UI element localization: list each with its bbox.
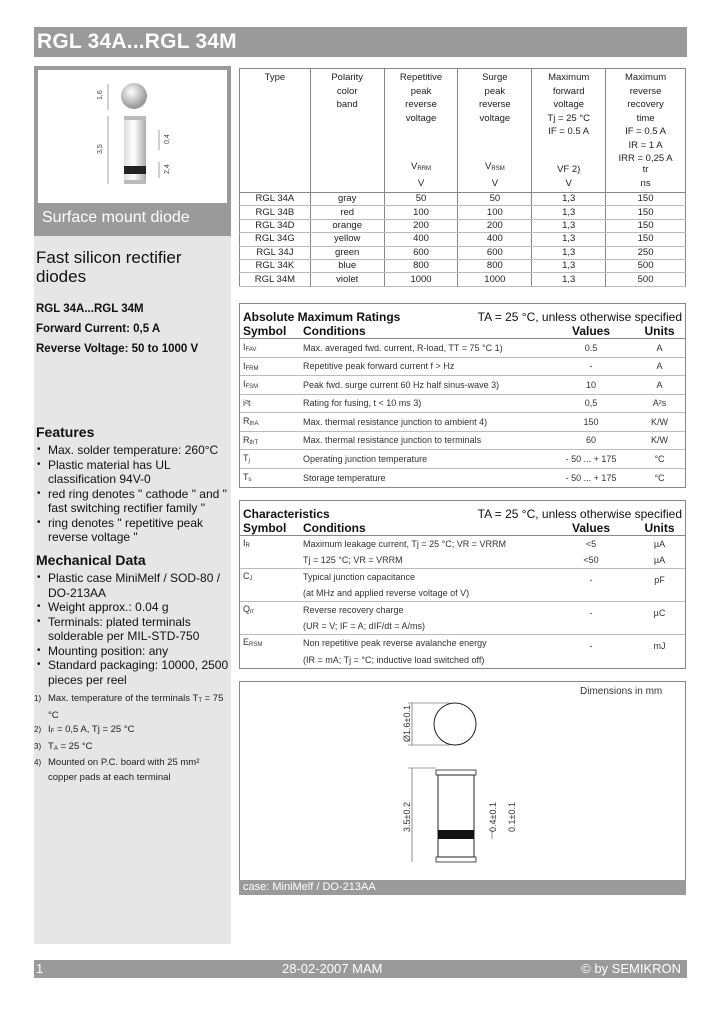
dim-label: 0.4±0.1 [488, 802, 498, 832]
table-cell: RGL 34M [240, 273, 311, 286]
table-cell: 100 [458, 206, 532, 219]
table-cell: 200 [458, 219, 532, 232]
table-row [240, 259, 686, 272]
table-row [240, 376, 685, 395]
table-cell: RGL 34A [240, 193, 311, 206]
list-item: • Plastic material has UL classification 94V-0 [36, 458, 231, 487]
condition: Maximum leakage current, Tj = 25 °C; VR = VRRM Tj = 125 °C; VR = VRRM [303, 539, 507, 565]
page-title: RGL 34A...RGL 34M [37, 30, 237, 53]
table-cell: blue [310, 259, 384, 272]
product-heading: Fast silicon rectifier diodes [36, 248, 182, 286]
condition: Storage temperature [303, 472, 386, 483]
table-cell: 1000 [384, 273, 458, 286]
table-cell: 100 [384, 206, 458, 219]
condition: Typical junction capacitance (at MHz and applied reverse voltage of V) [303, 572, 470, 598]
unit: mJ [653, 640, 666, 651]
footnote: 2) IF = 0,5 A, Tj = 25 °C [34, 724, 135, 735]
table-cell: 200 [384, 219, 458, 232]
mechanical-list [36, 571, 231, 687]
absolute-max-ratings [239, 303, 686, 488]
diode-drawing [38, 70, 227, 203]
unit: A [656, 342, 663, 353]
table-row [240, 635, 685, 668]
list-item: • Standard packaging: 10000, 2500 pieces per reel [36, 658, 231, 687]
symbol: IFRM [243, 360, 259, 372]
table-row [240, 450, 685, 469]
symbol: i²t [243, 397, 251, 408]
table-row [240, 432, 685, 451]
value: 60 [585, 435, 596, 446]
col-header: Maximum forward voltage Tj = 25 °C IF = 0.5 A VF 2) V [532, 69, 606, 193]
section-condition: TA = 25 °C, unless otherwise specified [477, 310, 682, 324]
table-cell: 500 [606, 273, 686, 286]
model-range: RGL 34A...RGL 34M [36, 303, 144, 315]
product-label: Surface mount diode [42, 209, 190, 226]
symbol: IFAV [243, 342, 257, 354]
table-cell: 150 [606, 233, 686, 246]
unit: A [656, 361, 663, 372]
dim-label: 2,4 [164, 164, 171, 174]
list-item: • Mounting position: any [36, 644, 231, 659]
value: <5 <50 [583, 539, 599, 565]
case-text: case: MiniMelf / DO-213AA [243, 881, 376, 893]
condition: Peak fwd. surge current 60 Hz half sinus-wave 3) [303, 379, 500, 390]
list-item: • ring denotes " repetitive peak reverse voltage " [36, 516, 231, 545]
table-cell: 1,3 [532, 259, 606, 272]
dim-label: 3.5±0.2 [402, 802, 412, 832]
footer-date: 28-02-2007 MAM [282, 961, 383, 976]
table-cell: RGL 34K [240, 259, 311, 272]
footnotes [34, 692, 231, 785]
table-cell: yellow [310, 233, 384, 246]
unit: A [656, 379, 663, 390]
table-cell: 1,3 [532, 193, 606, 206]
value: - [589, 640, 593, 651]
dim-label: Ø1.6±0.1 [402, 705, 412, 742]
value: - 50 ... + 175 [565, 472, 617, 483]
type-table [239, 68, 686, 287]
characteristics [239, 500, 686, 669]
symbol: IFSM [243, 379, 259, 391]
col-header: Repetitive peak reverse voltage VRRM V [384, 69, 458, 193]
table-row [240, 569, 685, 602]
dimensions-drawing [239, 681, 686, 895]
value: 150 [583, 416, 599, 427]
product-image [38, 70, 227, 203]
footnote: 3) TA = 25 °C [34, 740, 93, 752]
list-item: • Max. solder temperature: 260°C [36, 443, 231, 458]
features-title: Features [36, 424, 95, 440]
col-header: Type [240, 69, 311, 193]
table-cell: 1,3 [532, 206, 606, 219]
table-row [240, 339, 685, 358]
table-row [240, 273, 686, 286]
symbol: RthT [243, 434, 259, 446]
unit: °C [654, 453, 665, 464]
table-cell: 150 [606, 219, 686, 232]
case-caption [239, 880, 686, 895]
table-cell: orange [310, 219, 384, 232]
symbol: IR [243, 538, 250, 549]
section-title: Absolute Maximum Ratings [243, 310, 401, 324]
list-item: • Terminals: plated terminals solderable per MIL-STD-750 [36, 615, 231, 644]
table-cell: gray [310, 193, 384, 206]
table-cell: 500 [606, 259, 686, 272]
value: - 50 ... + 175 [565, 453, 617, 464]
value: - [589, 574, 593, 585]
table-cell: 600 [458, 246, 532, 259]
package-outline [240, 682, 687, 882]
dim-label: 1,6 [97, 90, 104, 100]
unit: A²s [652, 398, 667, 409]
condition: Rating for fusing, t < 10 ms 3) [303, 398, 422, 409]
column-headers: Symbol Conditions Values Units [240, 521, 685, 536]
features-list [36, 443, 231, 545]
footnote: 4) Mounted on P.C. board with 25 mm² copper pads at each terminal [34, 757, 200, 783]
section-condition: TA = 25 °C, unless otherwise specified [477, 507, 682, 521]
symbol: Tj [243, 453, 250, 465]
table-row [240, 206, 686, 219]
symbol: CJ [243, 571, 253, 582]
table-cell: 150 [606, 206, 686, 219]
table-cell: 400 [384, 233, 458, 246]
unit: °C [654, 472, 665, 483]
table-cell: 1,3 [532, 246, 606, 259]
condition: Reverse recovery charge (UR = V; IF = A; dIF/dt = A/ms) [303, 605, 425, 631]
table-cell: 1,3 [532, 233, 606, 246]
footer [34, 960, 687, 978]
mechanical-title: Mechanical Data [36, 552, 146, 568]
condition: Max. thermal resistance junction to ambient 4) [303, 416, 488, 427]
dim-label: 0.1±0.1 [507, 802, 517, 832]
value: 0.5 [584, 342, 598, 353]
section-title: Characteristics [243, 507, 330, 521]
table-row [240, 413, 685, 432]
table-cell: green [310, 246, 384, 259]
forward-current: Forward Current: 0,5 A [36, 323, 161, 335]
table-cell: red [310, 206, 384, 219]
table-cell: RGL 34D [240, 219, 311, 232]
table-cell: 50 [458, 193, 532, 206]
table-row [240, 233, 686, 246]
condition: Max. averaged fwd. current, R-load, TT = 75 °C 1) [303, 342, 503, 353]
title-bar [34, 27, 687, 57]
col-header: Maximum reverse recovery time IF = 0.5 A IR = 1 A IRR = 0,25 A tr ns [606, 69, 686, 193]
dim-label: 0,4 [164, 134, 171, 144]
table-row [240, 536, 685, 569]
table-cell: 50 [384, 193, 458, 206]
table-cell: 250 [606, 246, 686, 259]
table-row [240, 395, 685, 414]
table-cell: 800 [458, 259, 532, 272]
condition: Repetitive peak forward current f > Hz [303, 361, 455, 372]
list-item: • red ring denotes " cathode " and " fast switching rectifier family " [36, 487, 231, 516]
dimensions-label: Dimensions in mm [580, 686, 663, 697]
value: 0,5 [584, 398, 598, 409]
condition: Non repetitive peak reverse avalanche energy (IR = mA; Tj = °C; inductive load switched off) [303, 638, 487, 665]
unit: K/W [651, 416, 668, 427]
table-row [240, 358, 685, 377]
table-cell: 600 [384, 246, 458, 259]
table-cell: 400 [458, 233, 532, 246]
table-cell: 150 [606, 193, 686, 206]
table-cell: violet [310, 273, 384, 286]
table-cell: 1,3 [532, 219, 606, 232]
col-header: Surge peak reverse voltage VRSM V [458, 69, 532, 193]
table-cell: 1000 [458, 273, 532, 286]
reverse-voltage: Reverse Voltage: 50 to 1000 V [36, 343, 199, 355]
unit: µA µA [653, 539, 666, 565]
list-item: • Weight approx.: 0.04 g [36, 600, 231, 615]
table-cell: 800 [384, 259, 458, 272]
condition: Max. thermal resistance junction to terminals [303, 435, 482, 446]
value: 10 [585, 379, 596, 390]
list-item: • Plastic case MiniMelf / SOD-80 / DO-213AA [36, 571, 231, 600]
page-number: 1 [36, 961, 44, 976]
symbol: RthA [243, 416, 259, 428]
footnote: 1) Max. temperature of the terminals TT = 75 °C [34, 693, 224, 721]
unit: pF [654, 574, 665, 585]
col-header: Polarity color band [310, 69, 384, 193]
table-cell: RGL 34B [240, 206, 311, 219]
column-headers: Symbol Conditions Values Units [240, 324, 685, 339]
footer-copyright: © by SEMIKRON [581, 961, 681, 976]
value: - [589, 361, 593, 372]
table-row [240, 602, 685, 635]
table-cell: RGL 34G [240, 233, 311, 246]
unit: K/W [651, 435, 668, 446]
table-row [240, 469, 685, 488]
symbol: Qrr [243, 604, 255, 615]
symbol: Ts [243, 472, 252, 484]
table-row [240, 193, 686, 206]
table-cell: RGL 34J [240, 246, 311, 259]
symbol: ERSM [243, 637, 263, 648]
table-row [240, 219, 686, 232]
condition: Operating junction temperature [303, 453, 428, 464]
value: - [589, 607, 593, 618]
table-row [240, 246, 686, 259]
table-cell: 1,3 [532, 273, 606, 286]
dim-label: 3,5 [97, 144, 104, 154]
unit: µC [653, 607, 666, 618]
